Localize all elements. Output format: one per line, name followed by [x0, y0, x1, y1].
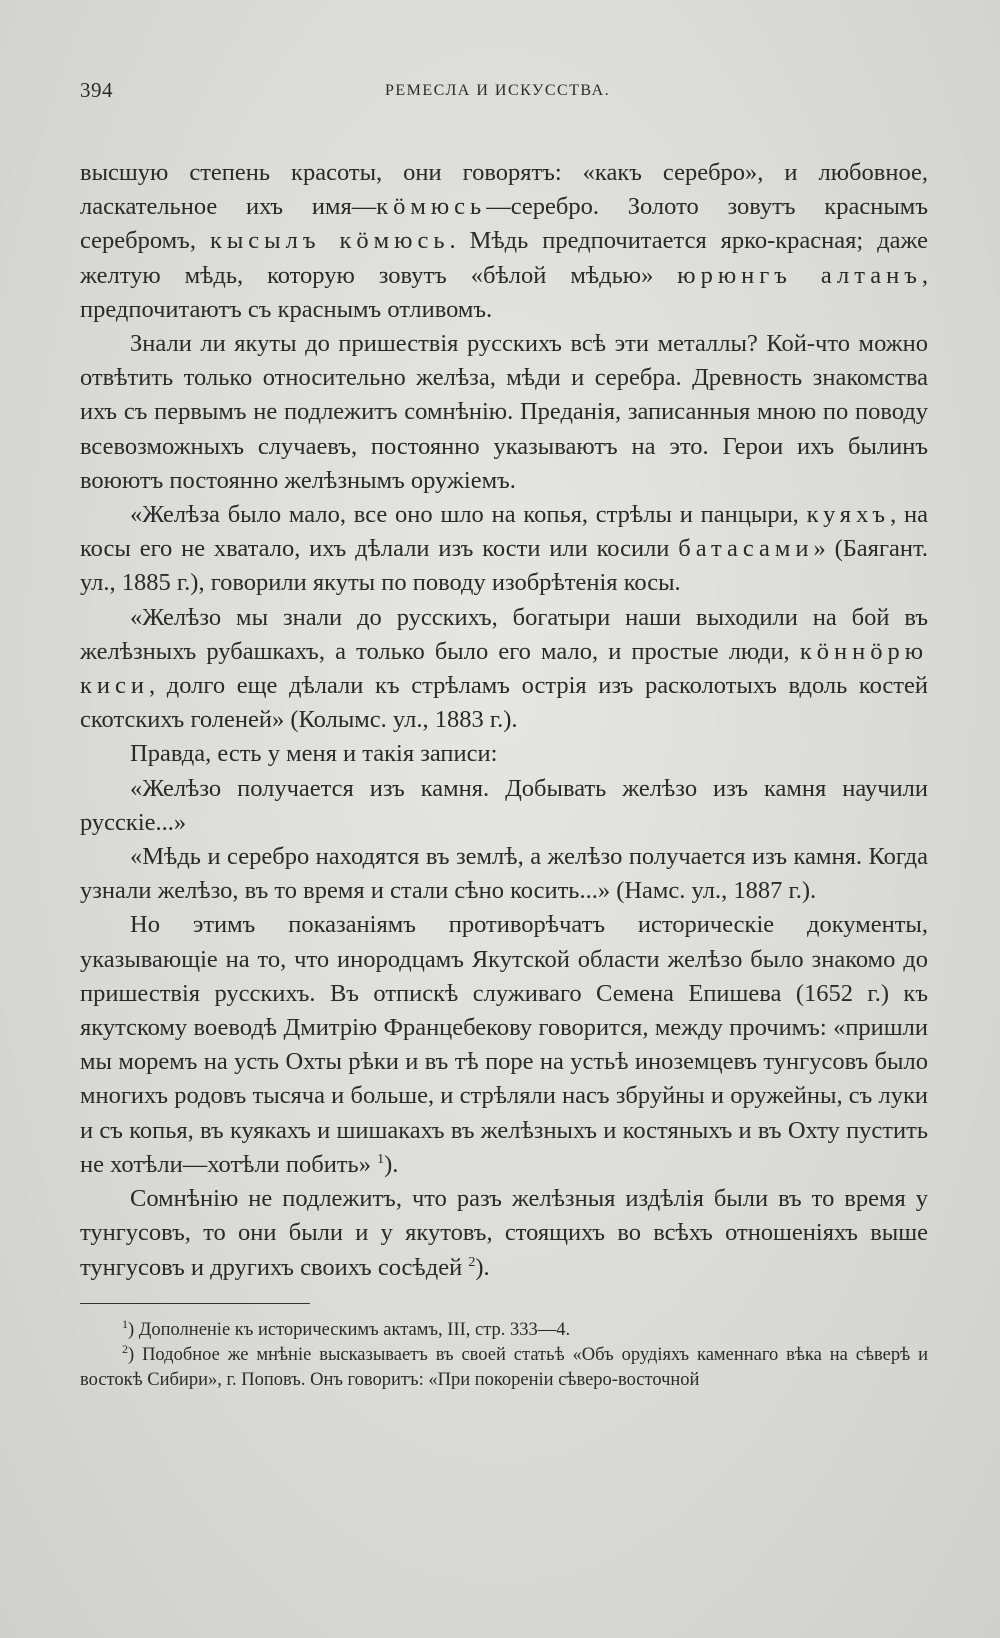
running-head	[80, 78, 928, 118]
footnote-marker: 2	[122, 1341, 128, 1356]
spaced-term-kysyl-komyus: кысылъ кӧмюсь	[209, 227, 450, 255]
paragraph-4	[80, 601, 928, 738]
text-run: , на косы его не хватало, ихъ дѣлали изъ кости или косили	[80, 501, 928, 563]
text-run: Но этимъ показаніямъ противорѣчатъ историческіе документы, указывающіе на то, что инородцамъ Якутской области желѣзо было знакомо до пришествія русскихъ. Въ отпискѣ служиваго Семена Епишева (1652 г.) къ якутскому воеводѣ Дмитрію Францебекову говорится, между прочимъ: «пришли мы моремъ на усть Охты рѣки и въ тѣ поре на устьѣ иноземцевъ тунгусовъ было многихъ родовъ тысяча и больше, и стрѣляли насъ збруйны и оружейны, съ луки и съ копья, въ куякахъ и шишакахъ въ желѣзныхъ и костяныхъ и въ Охту пустить не хотѣли—хотѣли побить»	[80, 911, 928, 1178]
text-run: Правда, есть у меня и такія записи:	[130, 740, 498, 768]
spaced-term-kuyakh: куяхъ	[806, 501, 891, 529]
text-run: высшую степень красоты, они говорятъ: «какъ серебро», и любовное, ласкательное ихъ имя—	[80, 159, 928, 221]
paragraph-6	[80, 772, 928, 840]
footnote-text: ) Подобное же мнѣніе высказываетъ въ своей статьѣ «Объ орудіяхъ каменнаго вѣка на сѣверѣ и востокѣ Сибири», г. Поповъ. Онъ говоритъ: «При покореніи сѣверо-восточной	[80, 1344, 928, 1390]
text-run: , долго еще дѣлали къ стрѣламъ острія изъ расколотыхъ вдоль костей скотскихъ голеней» (Колымс. ул., 1883 г.).	[80, 672, 928, 734]
text-run: , предпочитаютъ съ краснымъ отливомъ.	[80, 261, 928, 323]
spaced-term-konnoryu-kisi: кӧннӧрю киси	[80, 637, 928, 700]
text-run: «Желѣза было мало, все оно шло на копья, стрѣлы и панцыри,	[130, 501, 807, 529]
spaced-term-yuryung-altan: юрюнгъ алтанъ	[677, 261, 922, 289]
footnote-text: ) Дополненіе къ историческимъ актамъ, III, стр. 333—4.	[128, 1319, 571, 1340]
spaced-term-batasami: батасами	[678, 535, 814, 563]
footnote-marker: 1	[122, 1316, 128, 1331]
paragraph-5	[80, 737, 928, 771]
paragraph-9	[80, 1182, 928, 1285]
footnote-divider	[80, 1303, 310, 1304]
footnote-ref-2[interactable]: 2	[468, 1254, 476, 1270]
spaced-term-komyus: кӧмюсь	[376, 193, 487, 221]
footnote-1	[80, 1318, 928, 1343]
text-run: . Мѣдь предпочитается ярко-красная; даже желтую мѣдь, которую зовутъ «бѣлой мѣдью»	[80, 227, 928, 289]
text-run: «Мѣдь и серебро находятся въ землѣ, а желѣзо получается изъ камня. Когда узнали желѣзо, въ то время и стали сѣно косить...» (Намс. ул., 1887 г.).	[80, 843, 928, 905]
text-run: «Желѣзо получается изъ камня. Добывать желѣзо изъ камня научили русскіе...»	[80, 774, 928, 836]
text-run: ).	[475, 1253, 490, 1281]
paragraph-1	[80, 156, 928, 327]
page-number: 394	[80, 78, 113, 102]
paragraph-2	[80, 327, 928, 498]
section-title: РЕМЕСЛА И ИСКУССТВА.	[385, 82, 611, 99]
text-run: ).	[384, 1150, 399, 1178]
text-run: » (Баягант. ул., 1885 г.), говорили якуты по поводу изобрѣтенія косы.	[80, 535, 928, 597]
footnotes	[80, 1318, 928, 1393]
footnote-2	[80, 1343, 928, 1393]
footnote-ref-1[interactable]: 1	[377, 1151, 385, 1167]
body-text	[80, 156, 928, 1285]
text-run: Сомнѣнію не подлежитъ, что разъ желѣзныя издѣлія были въ то время у тунгусовъ, то они были и у якутовъ, стоящихъ во всѣхъ отношеніяхъ выше тунгусовъ и другихъ своихъ сосѣдей	[80, 1185, 928, 1281]
paragraph-8	[80, 908, 928, 1182]
text-run: Знали ли якуты до пришествія русскихъ всѣ эти металлы? Кой-что можно отвѣтить только относительно желѣза, мѣди и серебра. Древность знакомства ихъ съ первымъ не подлежитъ сомнѣнію. Преданія, записанныя мною по поводу всевозможныхъ случаевъ, постоянно указываютъ на это. Герои ихъ былинъ воюютъ постоянно желѣзнымъ оружіемъ.	[80, 330, 928, 494]
paragraph-3	[80, 498, 928, 601]
paragraph-7	[80, 840, 928, 908]
text-run: —серебро. Золото зовутъ краснымъ серебромъ,	[80, 193, 928, 255]
text-run: «Желѣзо мы знали до русскихъ, богатыри наши выходили на бой въ желѣзныхъ рубашкахъ, а только было его мало, и простые люди,	[80, 603, 928, 665]
